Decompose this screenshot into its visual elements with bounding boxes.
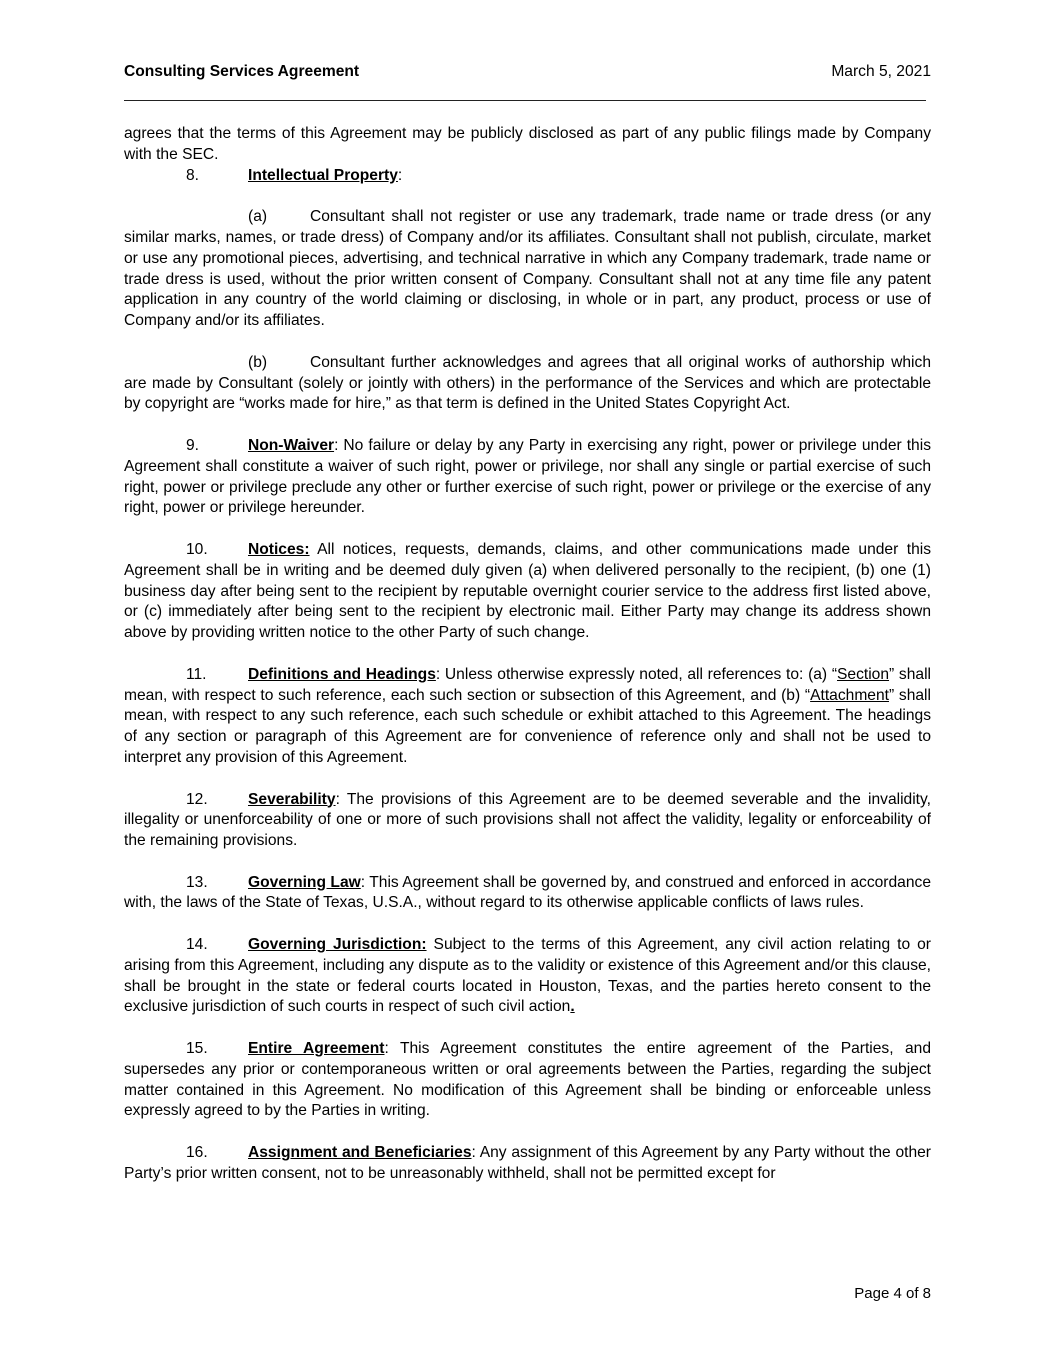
section-8a-paragraph: [124, 207, 931, 332]
header-divider: [124, 100, 926, 101]
defined-term-section: Section: [837, 665, 890, 683]
section-heading: Assignment and Beneficiaries: [248, 1144, 472, 1162]
defined-term-attachment: Attachment: [810, 686, 889, 704]
section-heading: Severability: [248, 790, 336, 808]
section-text: All notices, requests, demands, claims, and other communications made under this Agreement shall be in writing and be deemed duly given (a) when delivered personally to the recipient, (b) one (1) business day after being sent to the recipient by reputable overnight courier service to the address first listed above, or (c) immediately after being sent to the recipient by electronic mail. Either Party may change its address shown above by providing written notice to the other Party of such change.: [124, 540, 931, 642]
section-text: Subject to the terms of this Agreement, any civil action relating to or arising from this Agreement, including any dispute as to the validity or existence of this Agreement and/or this clause, shall be brought in the state or federal courts located in Houston, Texas, and the parties hereto consent to the exclusive jurisdiction of such courts in respect of such civil action: [124, 936, 931, 1016]
section-9-paragraph: [124, 436, 931, 519]
document-body: [124, 124, 931, 1185]
section-heading: Governing Jurisdiction:: [248, 936, 427, 954]
section-heading: Intellectual Property: [248, 166, 398, 184]
section-10-paragraph: [124, 540, 931, 644]
page-number: Page 4 of 8: [854, 1285, 931, 1302]
section-number: 11.: [186, 665, 207, 683]
section-number: 10.: [186, 540, 208, 558]
section-13-paragraph: [124, 873, 931, 915]
section-number: 16.: [186, 1144, 208, 1162]
section-text: : This Agreement constitutes the entire agreement of the Parties, and supersedes any prior or contemporaneous written or oral agreements between the Parties, regarding the subject matter contained in this Agreement. No modification of this Agreement shall be binding or enforceable unless expressly agreed to by the Parties in writing.: [124, 1040, 932, 1120]
section-8-heading: 8. Intellectual Property:: [124, 166, 931, 187]
section-number: 8.: [186, 166, 200, 184]
section-number: 12.: [186, 790, 208, 808]
subsection-label: (a): [248, 208, 268, 226]
section-16-paragraph: [124, 1143, 931, 1185]
subsection-text: Consultant further acknowledges and agrees that all original works of authorship which are made by Consultant (solely or jointly with others) in the performance of the Services and which are protectable by copyright are “works made for hire,” as that term is defined in the United States Copyright Act.: [124, 353, 931, 413]
section-number: 15.: [186, 1040, 208, 1058]
section-15-paragraph: [124, 1039, 931, 1122]
section-heading: Entire Agreement: [248, 1040, 385, 1058]
section-number: 14.: [186, 936, 208, 954]
section-text: : Any assignment of this Agreement by any Party without the other Party’s prior written consent, not to be unreasonably withheld, shall not be permitted except for: [124, 1144, 931, 1182]
document-date: March 5, 2021: [831, 63, 931, 80]
section-8b-paragraph: [124, 353, 931, 415]
section-14-paragraph: 14. Governing Jurisdiction: Subject to the terms of this Agreement, any civil action relating to or arising from this Agreement, including any dispute as to the validity or existence of this Agreement and/or this clause, shall be brought in the state or federal courts located in Houston, Texas, and the parties hereto consent to the exclusive jurisdiction of such courts in respect of such civil action.: [124, 936, 931, 1016]
section-12-paragraph: [124, 790, 931, 852]
document-title: Consulting Services Agreement: [124, 63, 360, 80]
section-text: : No failure or delay by any Party in exercising any right, power or privilege under this Agreement shall constitute a waiver of such right, power or privilege, nor shall any single or partial exercise of such right, power or privilege preclude any other or further exercise of such right, power or privilege or the exercise of any right, power or privilege hereunder.: [124, 436, 931, 517]
section-11-paragraph: 11. Definitions and Headings: Unless otherwise expressly noted, all references to: (a) “Section” shall mean, with respect to such reference, each such section or subsection of this Agreement, and (b) “Attachment” shall mean, with respect to any such reference, each such schedule or exhibit attached to this Agreement. The headings of any section or paragraph of this Agreement are for convenience of reference only and shall not be used to interpret any provision of this Agreement.: [124, 665, 931, 766]
section-text: : This Agreement shall be governed by, and construed and enforced in accordance with, the laws of the State of Texas, U.S.A., without regard to its otherwise applicable conflicts of laws rules.: [124, 873, 931, 912]
section-heading: Notices:: [248, 540, 310, 558]
continuation-paragraph: agrees that the terms of this Agreement may be publicly disclosed as part of any public filings made by Company with the SEC.: [124, 125, 931, 163]
section-heading: Non-Waiver: [248, 436, 335, 454]
section-number: 13.: [186, 873, 208, 891]
section-text: : The provisions of this Agreement are to be deemed severable and the invalidity, illegality or unenforceability of one or more of such provisions shall not affect the validity, legality or enforceability of the remaining provisions.: [124, 790, 931, 850]
subsection-label: (b): [248, 353, 268, 371]
section-heading: Definitions and Headings: [248, 665, 436, 683]
section-number: 9.: [186, 436, 200, 454]
page-header: [124, 63, 931, 85]
section-heading: Governing Law: [248, 873, 361, 891]
subsection-text: Consultant shall not register or use any trademark, trade name or trade dress (or any similar marks, names, or trade dress) of Company and/or its affiliates. Consultant shall not publish, circulate, market or use any promotional pieces, advertising, and technical narrative in which any Company trademark, trade name or trade dress is used, without the prior written consent of Company. Consultant shall not at any time file any patent application in any country of the world claiming or disclosing, in whole or in part, any product, process or use of Company and/or its affiliates.: [124, 208, 931, 330]
